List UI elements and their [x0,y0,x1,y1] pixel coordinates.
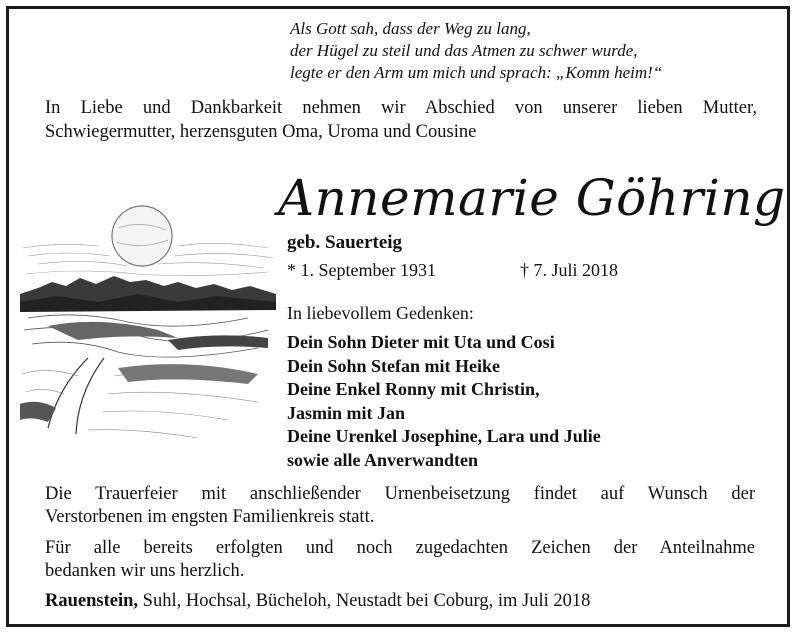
closing-place: Rauenstein, [45,591,139,611]
closing-line [45,591,590,612]
funeral-notice [45,483,755,529]
family-line: Dein Sohn Stefan mit Heike [287,355,501,376]
thanks-notice [45,537,755,583]
family-line: Jasmin mit Jan [287,402,406,423]
thanks-line: Für alle bereits erfolgten und noch zugedachten Zeichen der Anteilnahme [45,538,755,558]
closing-rest: Suhl, Hochsal, Bücheloh, Neustadt bei Coburg, im Juli 2018 [138,591,591,611]
funeral-line: Verstorbenen im engsten Familienkreis statt. [45,507,375,527]
poem [290,18,662,84]
intro-line: Schwiegermutter, herzensguten Oma, Uroma und Cousine [45,122,477,142]
intro-text [45,96,757,144]
poem-line: Als Gott sah, dass der Weg zu lang, [290,19,531,38]
poem-line: legte er den Arm um mich und sprach: „Komm heim!“ [290,63,663,82]
memorial-heading: In liebevollem Gedenken: [287,303,474,323]
intro-line: In Liebe und Dankbarkeit nehmen wir Abschied von unserer lieben Mutter, [45,98,757,118]
thanks-line: bedanken wir uns herzlich. [45,561,245,581]
deceased-name: Annemarie Göhring [278,169,786,227]
family-line: Dein Sohn Dieter mit Uta und Cosi [287,332,555,352]
family-line: Deine Enkel Ronny mit Christin, [287,379,540,399]
family-line: Deine Urenkel Josephine, Lara und Julie [287,426,601,446]
poem-line: der Hügel zu steil und das Atmen zu schwer wurde, [290,41,638,60]
life-dates [287,260,619,281]
family-line: sowie alle Anverwandten [287,449,478,470]
family-list [287,331,601,472]
sunset-landscape-illustration [18,198,280,456]
birth-name: geb. Sauerteig [287,232,403,253]
birth-date: * 1. September 1931 [287,260,436,280]
funeral-line: Die Trauerfeier mit anschließender Urnenbeisetzung findet auf Wunsch der [45,484,755,504]
death-date: † 7. Juli 2018 [520,260,619,280]
